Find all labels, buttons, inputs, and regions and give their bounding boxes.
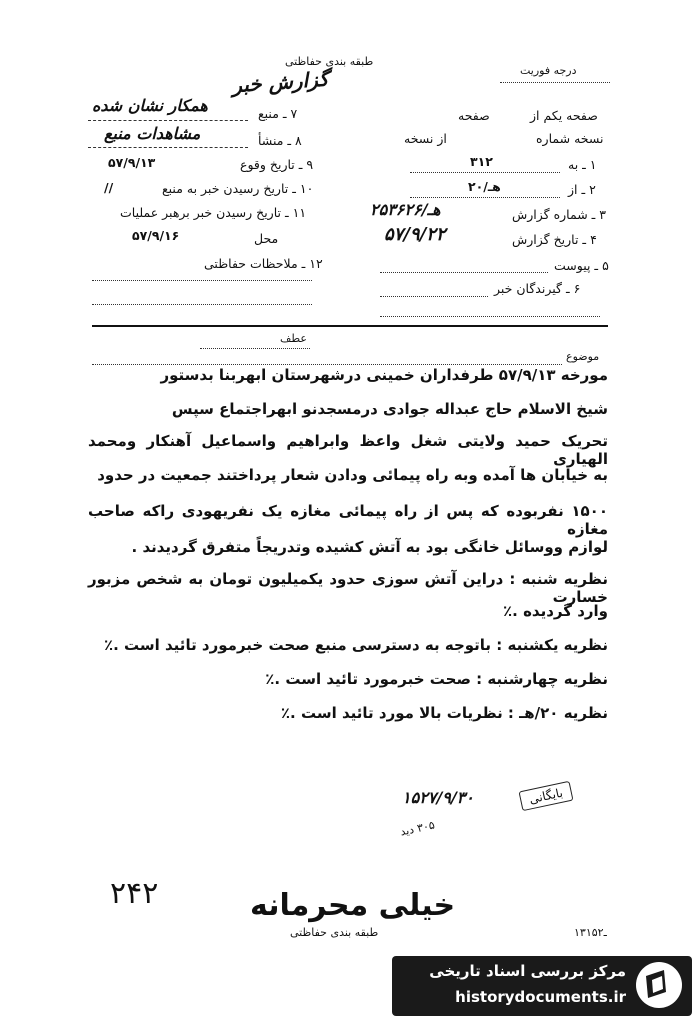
field-origin-label: ۸ ـ منشأ [258,133,302,148]
opinion-20h: نظریه ۲۰/هـ : نظریات بالا مورد تائید است .٪ [280,704,608,722]
field-place-label: محل [254,231,279,246]
archive-stamp: بایگانی [518,781,573,811]
archive-sub: ۳۰۵ دید [399,818,436,839]
field-to-value: ۳۱۲ [470,154,493,169]
field-received-leader-label: ۱۱ ـ تاریخ رسیدن خبر برهبر عملیات [120,205,307,220]
archive-date: ۱۵۲۷/۹/۳۰ [402,788,474,807]
classification-top: طبقه بندی حفاظتی [285,55,374,68]
watermark-url: historydocuments.ir [455,988,626,1006]
opinion-saturday: نظریه شنبه : دراین آتش سوزی حدود یکمیلیون تومان به شخص مزبور خسارت [88,570,608,606]
opinion-saturday-cont: وارد گردیده .٪ [503,602,608,620]
field-attachment-label: ۵ ـ پیوست [554,258,609,273]
opinion-wednesday: نظریه چهارشنبه : صحت خبرمورد تائید است .٪ [265,670,608,688]
body-line-6: لوازم ووسائل خانگی بود به آتش کشیده وتدریجاً متفرق گردیدند . [131,538,608,556]
field-received-source-value: // [104,180,114,195]
field-event-date-value: ۵۷/۹/۱۳ [108,155,156,170]
field-report-number-value: ۲۵۳۶۲۶/هـ [370,200,441,219]
field-recipients-label: ۶ ـ گیرندگان خبر [494,281,581,296]
field-from-label: ۲ ـ از [568,182,596,197]
body-line-2: شیخ الاسلام حاج عبداله جوادی درمسجدنو ابهراجتماع سپس [171,400,608,418]
priority-label: درجه فوریت [520,64,577,77]
field-security-notes-label: ۱۲ ـ ملاحظات حفاظتی [204,256,323,271]
classification-bottom: طبقه بندی حفاظتی [290,926,379,939]
bottom-number: ۲۴۲ [110,876,159,911]
body-line-5: ۱۵۰۰ نفربوده که پس از راه پیمائی مغازه یک نفریهودی راکه صاحب مغازه [88,502,608,538]
report-title: گزارش خبر [231,66,330,98]
field-copy-value: از نسخه [404,131,447,146]
form-code: ۱۳۱ـ۵۲ [574,926,607,939]
body-line-4: به خیابان ها آمده وبه راه پیمائی ودادن شعار پرداختند جمعیت در حدود [97,466,608,484]
body-line-1: مورخه ۵۷/۹/۱۳ طرفداران خمینی درشهرستان ابهربنا بدستور [160,366,608,384]
field-from-value: ۲۰/هـ [468,179,501,194]
field-report-number-label: ۳ ـ شماره گزارش [512,207,607,222]
watermark-box [392,956,692,1016]
field-event-date-label: ۹ ـ تاریخ وقوع [240,157,314,172]
watermark-logo-icon [636,962,682,1008]
field-copy-label: نسخه شماره [536,131,604,146]
header-divider [92,325,608,327]
priority-line [500,82,610,83]
field-place-value: ۵۷/۹/۱۶ [132,228,180,243]
classification-big: خیلی محرمانه [250,888,456,923]
field-report-date-value: ۵۷/۹/۲۲ [384,224,446,245]
body-line-3: تحریک حمید ولایتی شغل واعظ وابراهیم واسماعیل آهنکار ومحمد الهیاری [88,432,608,468]
field-page-value: صفحه [458,108,490,123]
atf-label: عطف [280,332,307,345]
field-received-source-label: ۱۰ ـ تاریخ رسیدن خبر به منبع [162,181,314,196]
field-page-label: صفحه یکم از [530,108,598,123]
field-report-date-label: ۴ ـ تاریخ گزارش [512,232,597,247]
field-to-label: ۱ ـ به [568,157,597,172]
field-origin-value: مشاهدات منبع [104,124,201,143]
opinion-sunday: نظریه یکشنبه : باتوجه به دسترسی منبع صحت خبرمورد تائید است .٪ [103,636,608,654]
watermark-title: مرکز بررسی اسناد تاریخی [429,962,626,980]
field-source-value: همکار نشان شده [92,96,208,115]
subject-label: موضوع [566,350,600,363]
field-source-label: ۷ ـ منبع [258,106,298,121]
